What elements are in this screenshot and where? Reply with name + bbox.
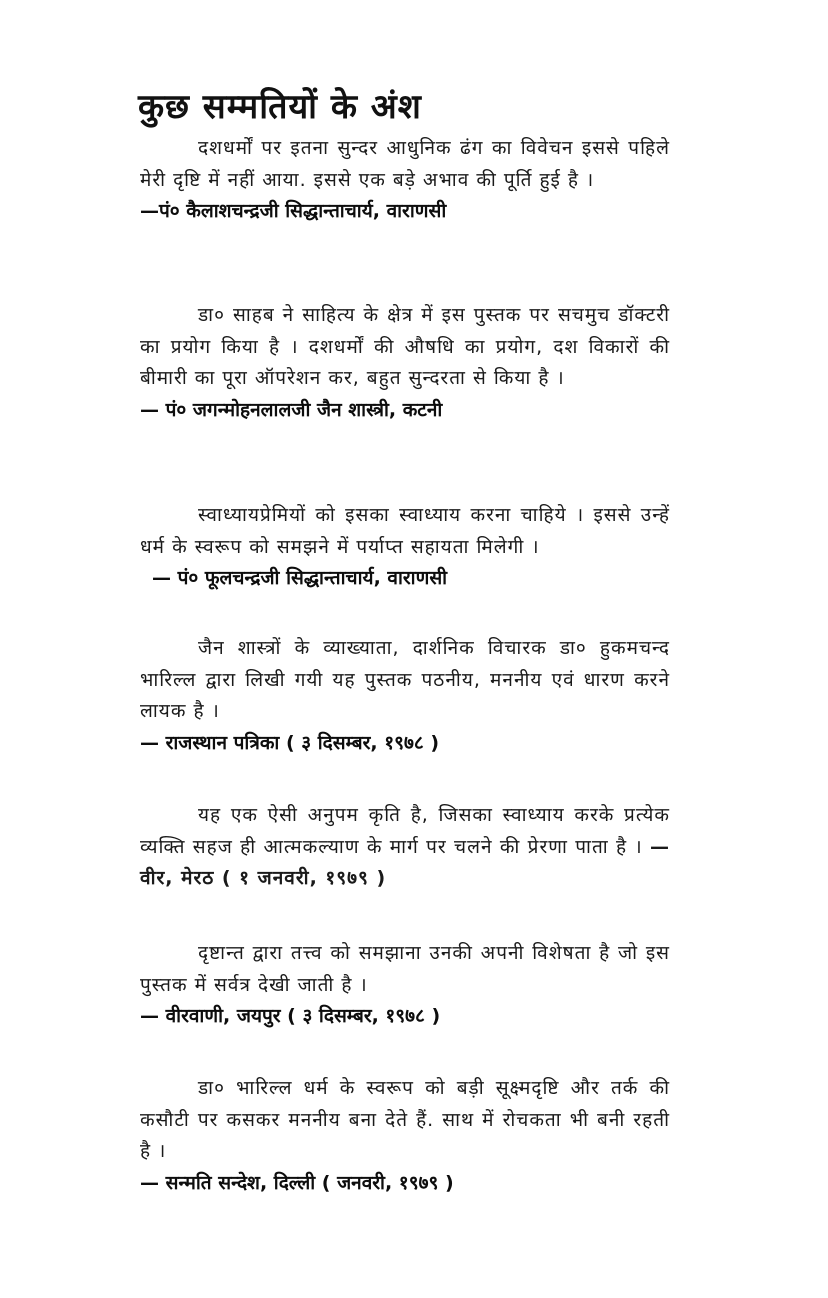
- opinion-block: [140, 300, 670, 425]
- page-title: कुछ सम्मतियों के अंश: [138, 87, 422, 127]
- opinion-attribution: — सन्मति सन्देश, दिल्ली ( जनवरी, १९७९ ): [140, 1171, 454, 1194]
- opinion-attribution: — राजस्थान पत्रिका ( ३ दिसम्बर, १९७८ ): [140, 731, 440, 754]
- opinion-text-body: यह एक ऐसी अनुपम कृति है, जिसका स्वाध्याय करके प्रत्येक व्यक्ति सहज ही आत्मकल्याण के मार्ग पर चलने की प्रेरणा पाता है ।: [140, 804, 670, 858]
- opinion-attribution: — वीर, मेरठ ( १ जनवरी, १९७९ ): [140, 835, 670, 889]
- opinion-text: दशधर्मों पर इतना सुन्दर आधुनिक ढंग का विवेचन इससे पहिले मेरी दृष्टि में नहीं आया. इससे एक बड़े अभाव की पूर्ति हुई है ।: [140, 137, 670, 191]
- opinion-block: [140, 1073, 670, 1198]
- opinion-block: [140, 500, 670, 593]
- opinion-text: [140, 800, 670, 895]
- opinion-text: जैन शास्त्रों के व्याख्याता, दार्शनिक विचारक डा० हुकमचन्द भारिल्ल द्वारा लिखी गयी यह पुस्तक पठनीय, मननीय एवं धारण करने लायक है ।: [140, 637, 670, 722]
- opinion-text: स्वाध्यायप्रेमियों को इसका स्वाध्याय करना चाहिये । इससे उन्हें धर्म के स्वरूप को समझने में पर्याप्त सहायता मिलेगी ।: [140, 504, 670, 558]
- opinion-block: [140, 133, 670, 226]
- opinion-block: [140, 633, 670, 758]
- opinion-block: [140, 800, 670, 895]
- opinion-attribution: — पं० फूलचन्द्रजी सिद्धान्ताचार्य, वाराणसी: [152, 567, 448, 589]
- opinion-attribution: —पं० कैलाशचन्द्रजी सिद्धान्ताचार्य, वाराणसी: [140, 200, 447, 222]
- opinion-text: डा० भारिल्ल धर्म के स्वरूप को बड़ी सूक्ष्मदृष्टि और तर्क की कसौटी पर कसकर मननीय बना देते हैं. साथ में रोचकता भी बनी रहती है ।: [140, 1077, 670, 1162]
- opinion-text: डा० साहब ने साहित्य के क्षेत्र में इस पुस्तक पर सचमुच डॉक्टरी का प्रयोग किया है । दशधर्मों की औषधि का प्रयोग, दश विकारों की बीमारी का पूरा ऑपरेशन कर, बहुत सुन्दरता से किया है ।: [140, 304, 670, 389]
- opinion-attribution: — पं० जगन्मोहनलालजी जैन शास्त्री, कटनी: [140, 398, 443, 421]
- opinion-attribution: — वीरवाणी, जयपुर ( ३ दिसम्बर, १९७८ ): [140, 1005, 441, 1027]
- opinion-block: [140, 938, 670, 1031]
- opinion-text: दृष्टान्त द्वारा तत्त्व को समझाना उनकी अपनी विशेषता है जो इस पुस्तक में सर्वत्र देखी जाती है ।: [140, 942, 670, 996]
